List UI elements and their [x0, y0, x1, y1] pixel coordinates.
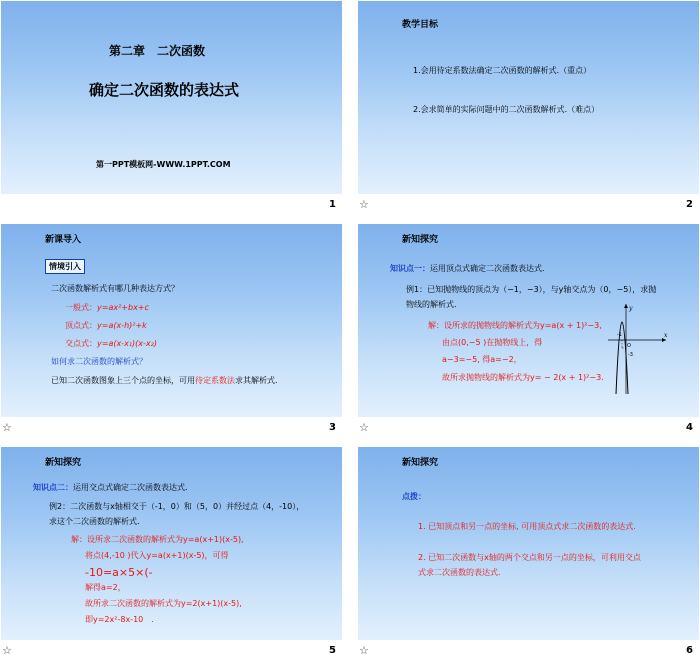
formula-general	[65, 303, 149, 313]
formula-value: y=a(x-h)²+k	[97, 321, 147, 330]
example-line-2: 求这个二次函数的解析式.	[49, 517, 140, 526]
slide-4-face	[358, 224, 699, 417]
slide-footer	[1, 640, 342, 654]
slide-number: 6	[686, 645, 693, 654]
origin-label: O	[627, 343, 631, 349]
slide-footer	[358, 640, 699, 654]
site-text: 第一PPT模板网-WWW.1PPT.COM	[96, 160, 231, 169]
tick-minus-1: -1	[617, 332, 622, 338]
slide-4[interactable]	[358, 224, 699, 440]
slide-number: 1	[329, 199, 336, 210]
slide-heading: 新课导入	[45, 235, 82, 245]
formula-vertex	[65, 321, 147, 331]
kp-text: 运用交点式确定二次函数表达式.	[73, 483, 188, 492]
example-line-2: 物线的解析式.	[406, 300, 457, 309]
knowledge-point	[33, 483, 188, 493]
slide-3-face	[1, 224, 342, 417]
formula-value: y=a(x-x₁)(x-x₂)	[97, 339, 157, 348]
axis-y-label: y	[629, 305, 633, 312]
star-icon: ☆	[359, 421, 369, 434]
method-prefix: 已知二次函数图象上三个点的坐标，可用	[51, 376, 195, 385]
slide-5-face	[1, 447, 342, 640]
solution-1: 解：设所求二次函数的解析式为y=a(x+1)(x-5),	[71, 535, 244, 544]
slide-heading: 新知探究	[402, 235, 439, 245]
formula-label: 一般式：	[65, 303, 97, 312]
how-question: 如何求二次函数的解析式？	[51, 357, 147, 366]
slide-6[interactable]	[358, 447, 699, 654]
slide-heading: 新知探究	[45, 458, 82, 468]
goal-1: 1.会用待定系数法确定二次函数的解析式.（重点）	[413, 66, 592, 75]
chapter-title: 第二章 二次函数	[109, 44, 206, 58]
scenario-tag: 情境引入	[45, 259, 85, 274]
parabola-graph	[608, 304, 670, 394]
solution-1: 解：设所求的抛物线的解析式为y=a(x + 1)²−3,	[428, 321, 602, 330]
formula-label: 交点式：	[65, 339, 97, 348]
slide-number: 5	[329, 645, 336, 654]
star-icon: ☆	[359, 644, 369, 654]
slide-number: 2	[686, 199, 693, 210]
slide-3[interactable]	[1, 224, 342, 440]
slide-footer	[1, 417, 342, 440]
star-icon: ☆	[359, 198, 369, 211]
kp-text: 运用顶点式确定二次函数表达式.	[430, 264, 545, 273]
method-highlight: 待定系数法	[195, 376, 235, 385]
solution-3: a−3=−5, 得a=−2，	[442, 355, 522, 364]
slide-footer	[358, 194, 699, 217]
slide-2[interactable]	[358, 1, 699, 217]
kp-label: 知识点一：	[390, 264, 430, 273]
axis-x-label: x	[664, 332, 668, 339]
formula-intercept	[65, 339, 157, 349]
knowledge-point	[390, 264, 545, 274]
solution-4: 故所求抛物线的解析式为y= − 2(x + 1)²−3.	[442, 373, 604, 382]
goal-2: 2.会求简单的实际问题中的二次函数解析式.（难点）	[413, 105, 600, 114]
slide-number: 4	[686, 422, 693, 433]
solution-4: 解得a=2，	[85, 583, 126, 592]
tip-label: 点拨：	[402, 492, 426, 501]
slide-2-face	[358, 1, 699, 194]
slide-number: 3	[329, 422, 336, 433]
slide-footer	[1, 194, 342, 217]
slide-5[interactable]	[1, 447, 342, 654]
star-icon: ☆	[2, 644, 12, 654]
solution-6: 即y=2x²-8x-10 .	[85, 615, 154, 624]
slide-1[interactable]	[1, 1, 342, 217]
tip-1: 1. 已知顶点和另一点的坐标, 可用顶点式求二次函数的表达式.	[418, 522, 636, 531]
formula-label: 顶点式：	[65, 321, 97, 330]
slide-6-face	[358, 447, 699, 640]
tip-2-line-1: 2. 已知二次函数与x轴的两个交点和另一点的坐标，可利用交点	[418, 553, 641, 562]
method-suffix: 求其解析式.	[235, 376, 278, 385]
solution-2: 将点(4,-10 )代入y=a(x+1)(x-5)，可得	[85, 551, 229, 560]
tick-minus-3: -3	[628, 352, 633, 358]
slide-heading: 教学目标	[402, 20, 439, 30]
star-icon: ☆	[2, 421, 12, 434]
question-text: 二次函数解析式有哪几种表达方式？	[51, 284, 179, 293]
example-line-1: 例2：二次函数与x轴相交于（-1，0）和（5，0）并经过点（4，-10），	[49, 502, 305, 511]
method-text	[51, 376, 278, 386]
formula-value: y=ax²+bx+c	[97, 303, 149, 312]
slide-heading: 新知探究	[402, 458, 439, 468]
solution-5: 故所求二次函数的解析式为y=2(x+1)(x-5),	[85, 599, 242, 608]
slide-1-face	[1, 1, 342, 194]
slide-footer	[358, 417, 699, 440]
tip-2-line-2: 式求二次函数的表达式.	[418, 568, 501, 577]
page-title: 确定二次函数的表达式	[89, 81, 240, 99]
solution-3: -10=a×5×(-	[85, 566, 153, 579]
kp-label: 知识点二：	[33, 483, 73, 492]
solution-2: 由点(0,−5 )在抛物线上，得	[442, 338, 543, 347]
example-line-1: 例1：已知抛物线的顶点为（−1，−3），与y轴交点为（0，−5），求抛	[406, 285, 657, 294]
